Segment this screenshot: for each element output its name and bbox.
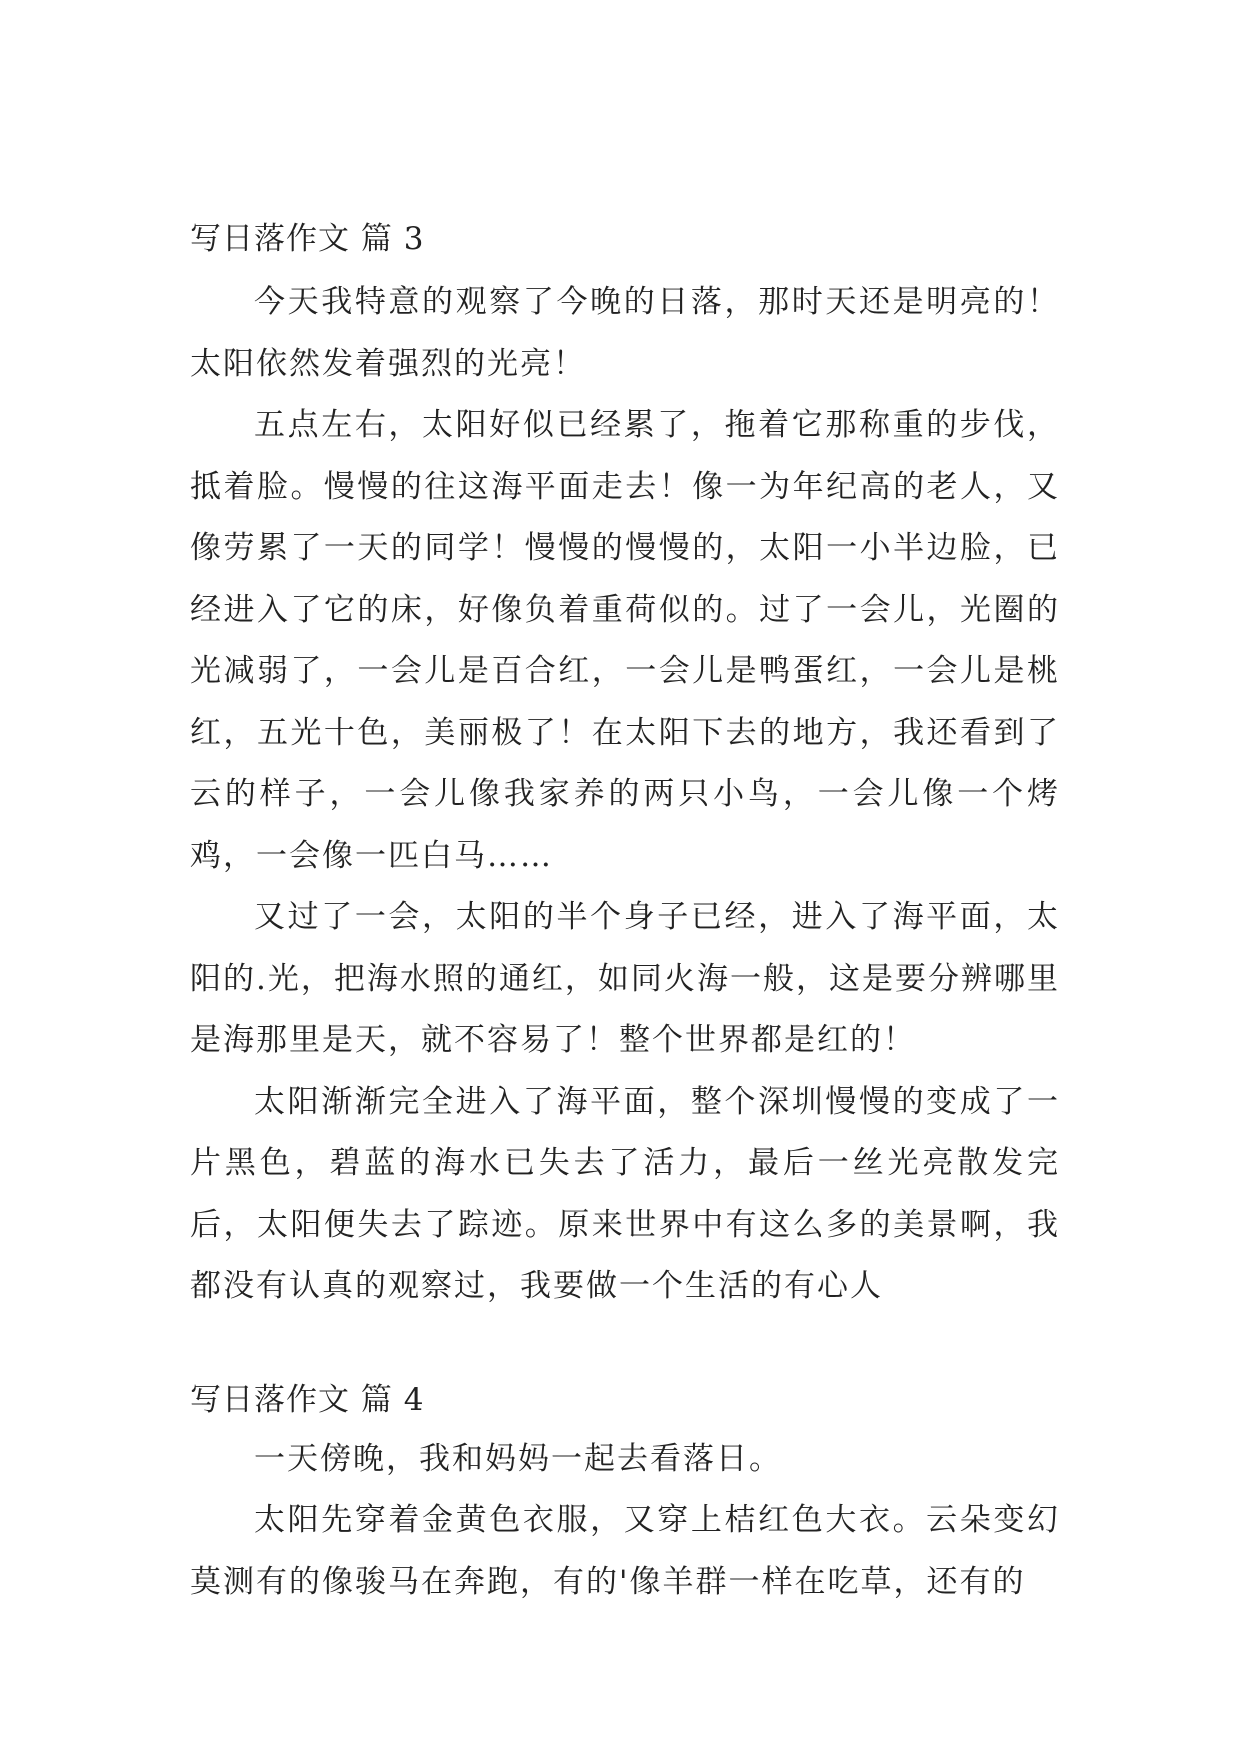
document-page <box>190 206 1060 1613</box>
essay-section-3 <box>190 206 1060 1318</box>
section-heading: 写日落作文 篇 3 <box>190 221 425 257</box>
section-heading: 写日落作文 篇 4 <box>190 1381 425 1418</box>
paragraph: 太阳先穿着金黄色衣服，又穿上桔红色大衣。云朵变幻莫测有的像骏马在奔跑，有的'像羊群一样在吃草，还有的 <box>190 1502 1060 1600</box>
paragraph: 今天我特意的观察了今晚的日落，那时天还是明亮的！太阳依然发着强烈的光亮！ <box>190 284 1060 382</box>
paragraph: 五点左右，太阳好似已经累了，拖着它那称重的步伐，抵着脸。慢慢的往这海平面走去！像一为年纪高的老人，又像劳累了一天的同学！慢慢的慢慢的，太阳一小半边脸，已经进入了它的床，好像负着重荷似的。过了一会儿，光圈的光减弱了，一会儿是百合红，一会儿是鸭蛋红，一会儿是桃红，五光十色，美丽极了！在太阳下去的地方，我还看到了云的样子，一会儿像我家养的两只小鸟，一会儿像一个烤鸡，一会像一匹白马…… <box>190 407 1060 874</box>
paragraph: 又过了一会，太阳的半个身子已经，进入了海平面，太阳的.光，把海水照的通红，如同火海一般，这是要分辨哪里是海那里是天，就不容易了！整个世界都是红的！ <box>190 899 1060 1058</box>
essay-section-4 <box>190 1371 1060 1614</box>
paragraph: 一天傍晚，我和妈妈一起去看落日。 <box>254 1440 782 1477</box>
paragraph: 太阳渐渐完全进入了海平面，整个深圳慢慢的变成了一片黑色，碧蓝的海水已失去了活力，最后一丝光亮散发完后，太阳便失去了踪迹。原来世界中有这么多的美景啊，我都没有认真的观察过，我要做一个生活的有心人 <box>190 1083 1060 1304</box>
section-spacer <box>190 1318 1060 1371</box>
